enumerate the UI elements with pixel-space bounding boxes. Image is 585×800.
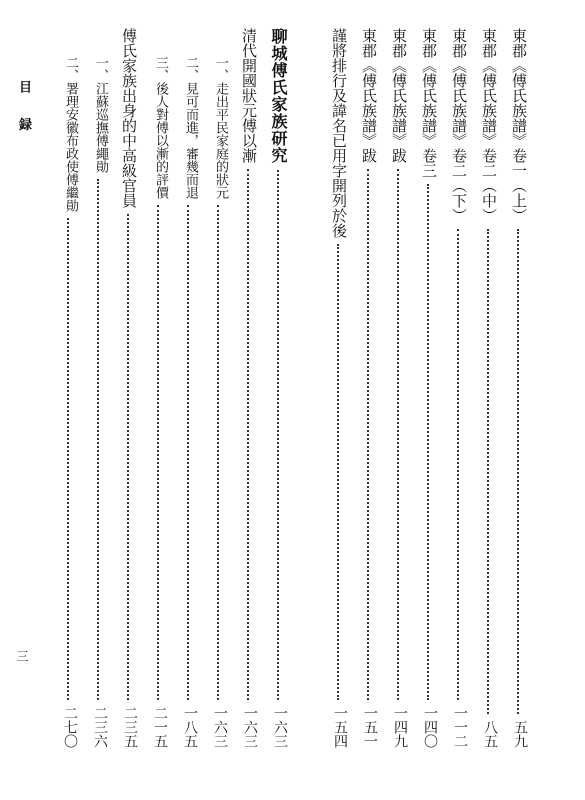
toc-entry-page: 一六三	[272, 706, 288, 748]
toc-entry	[116, 28, 140, 748]
leader-dots	[67, 218, 69, 700]
running-head: 目 録	[16, 80, 31, 141]
toc-entry-page: 一四九	[392, 706, 408, 748]
leader-dots	[427, 184, 429, 700]
leader-dots	[457, 229, 459, 700]
leader-dots	[337, 244, 339, 700]
toc-entry-page: 二三六	[92, 706, 108, 748]
toc-entry-page: 一五一	[362, 706, 378, 748]
toc-entry-title: 聊城傅氏家族研究	[269, 28, 288, 164]
toc-entry	[236, 28, 260, 748]
toc-entry-title: 東郡《傅氏族譜》卷二（中）	[480, 28, 498, 223]
toc-entry-page: 一六三	[242, 706, 258, 748]
toc-entry-page: 一一二	[452, 706, 468, 748]
toc-entry-page: 二七〇	[62, 706, 78, 748]
toc-entry	[386, 28, 410, 748]
leader-dots	[127, 214, 129, 700]
page-folio: 三	[15, 650, 29, 662]
toc-entry-title: 一、江蘇巡撫傅繩勛	[93, 56, 108, 173]
leader-dots	[367, 169, 369, 700]
leader-dots	[487, 229, 489, 714]
toc-entry	[356, 28, 380, 748]
toc-entry-title: 三、後人對傅以漸的評價	[153, 56, 168, 199]
toc-entry-title: 東郡《傅氏族譜》跋	[390, 28, 408, 163]
toc-entry-title: 一、走出平民家庭的狀元	[213, 56, 228, 199]
toc-entry-page: 一六三	[212, 706, 228, 748]
toc-section-heading	[266, 28, 290, 748]
toc-entry-title: 謹將排行及諱名已用字開列於後	[330, 28, 348, 238]
toc-entry	[416, 28, 440, 748]
leader-dots	[157, 205, 159, 700]
leader-dots	[247, 169, 249, 700]
toc-entry	[446, 28, 470, 748]
toc-entry-title: 清代開國狀元傅以漸	[240, 28, 258, 163]
toc-entry	[86, 56, 110, 748]
leader-dots	[187, 205, 189, 700]
toc-entry-page: 一八五	[182, 706, 198, 748]
leader-dots	[97, 179, 99, 700]
leader-dots	[277, 170, 279, 700]
toc-entry-title: 傅氏家族出身的中高級官員	[120, 28, 138, 208]
toc-entry	[506, 28, 530, 748]
toc-entry-title: 東郡《傅氏族譜》跋	[360, 28, 378, 163]
leader-dots	[517, 229, 519, 714]
toc-entry-page: 一五四	[332, 706, 348, 748]
toc-entry	[146, 56, 170, 748]
leader-dots	[397, 169, 399, 700]
toc-entry-page: 二一五	[152, 706, 168, 748]
toc-entry-page: 八五	[482, 720, 498, 748]
toc-entry-title: 二、見可而進，審幾而退	[183, 56, 198, 199]
toc-entry	[326, 28, 350, 748]
toc-entry-page: 二三五	[122, 706, 138, 748]
toc-entry-title: 東郡《傅氏族譜》卷三	[420, 28, 438, 178]
toc-entry	[176, 56, 200, 748]
toc-entry-page: 五九	[512, 720, 528, 748]
toc-entry	[206, 56, 230, 748]
leader-dots	[217, 205, 219, 700]
toc-entry-page: 一四〇	[422, 706, 438, 748]
toc-entry	[476, 28, 500, 748]
toc-entry	[56, 56, 80, 748]
toc-entry-title: 東郡《傅氏族譜》卷二（下）	[450, 28, 468, 223]
toc-entry-title: 二、署理安徽布政使傅繼勛	[63, 56, 78, 212]
toc-entry-title: 東郡《傅氏族譜》卷一（上）	[510, 28, 528, 223]
